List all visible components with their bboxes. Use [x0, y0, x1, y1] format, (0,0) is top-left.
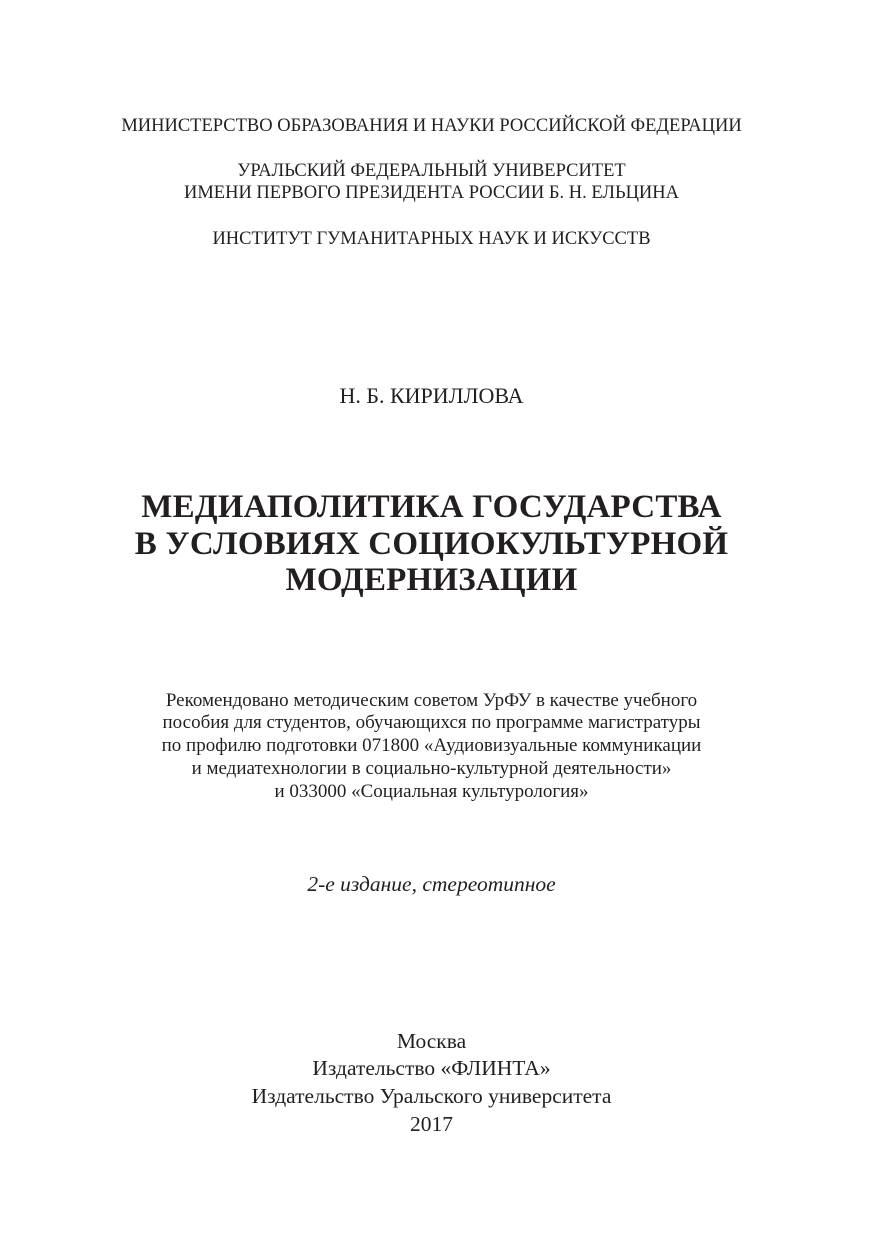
imprint-publisher-flinta: Издательство «ФЛИНТА»	[312, 1056, 551, 1080]
recommendation-line2: пособия для студентов, обучающихся по программе магистратуры	[162, 712, 701, 733]
recommendation-line5: и 033000 «Социальная культурология»	[274, 781, 589, 802]
university-heading-line2: ИМЕНИ ПЕРВОГО ПРЕЗИДЕНТА РОССИИ Б. Н. ЕЛЬЦИНА	[183, 183, 680, 203]
edition-note: 2-е издание, стереотипное	[307, 872, 556, 896]
recommendation-line1: Рекомендовано методическим советом УрФУ в качестве учебного	[165, 690, 698, 711]
imprint-publisher-ural: Издательство Уральского университета	[251, 1084, 612, 1108]
book-title-line3: МОДЕРНИЗАЦИИ	[285, 562, 578, 598]
recommendation-line4: и медиатехнологии в социально-культурной деятельности»	[191, 758, 672, 779]
author-name: Н. Б. КИРИЛЛОВА	[339, 383, 524, 408]
recommendation-line3: по профилю подготовки 071800 «Аудиовизуальные коммуникации	[161, 735, 702, 756]
ministry-heading: МИНИСТЕРСТВО ОБРАЗОВАНИЯ И НАУКИ РОССИЙСКОЙ ФЕДЕРАЦИИ	[121, 116, 742, 136]
imprint-city: Москва	[396, 1029, 467, 1053]
book-title-line2: В УСЛОВИЯХ СОЦИОКУЛЬТУРНОЙ	[134, 526, 729, 562]
institute-heading: ИНСТИТУТ ГУМАНИТАРНЫХ НАУК И ИСКУССТВ	[212, 229, 651, 249]
imprint-year: 2017	[410, 1112, 453, 1136]
university-heading-line1: УРАЛЬСКИЙ ФЕДЕРАЛЬНЫЙ УНИВЕРСИТЕТ	[237, 161, 626, 181]
book-title-line1: МЕДИАПОЛИТИКА ГОСУДАРСТВА	[141, 489, 722, 525]
